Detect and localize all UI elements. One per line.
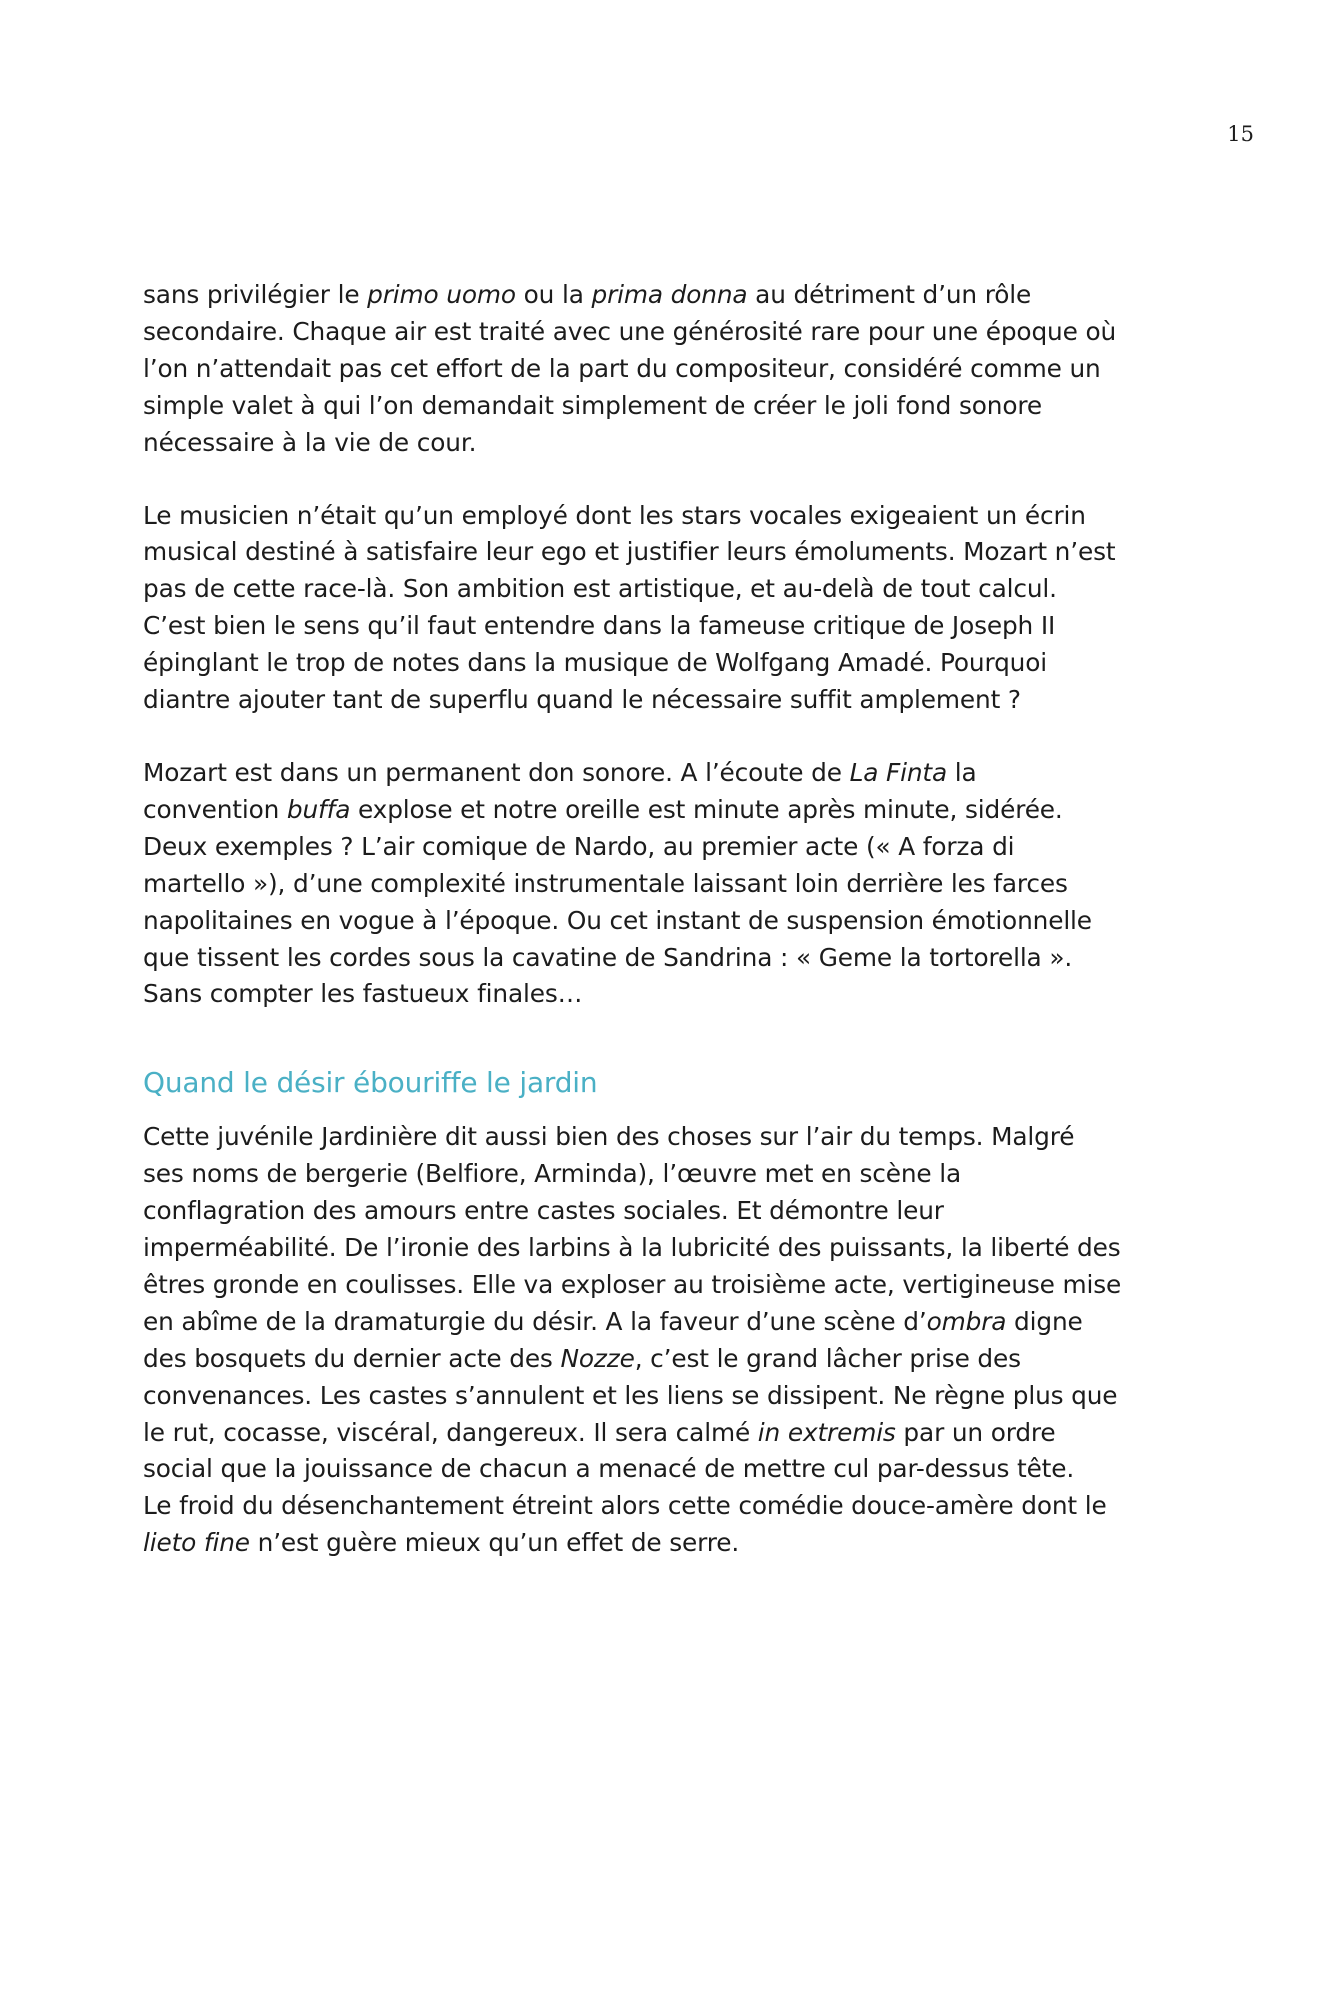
text-run: sans privilégier le [143, 280, 368, 309]
text-run: n’est guère mieux qu’un effet de serre. [249, 1528, 740, 1558]
paragraph [143, 755, 1203, 1013]
text-run: Mozart est dans un permanent don sonore. A l’écoute de [143, 757, 850, 787]
text-run: digne des bosquets du dernier acte des [143, 1306, 1083, 1373]
italic-run: lieto fine [143, 1528, 250, 1558]
body-text [143, 277, 1203, 1598]
text-run: , c’est le grand lâcher prise des convenances. Les castes s’annulent et les liens se dissipent. Ne règne plus que le rut, cocasse, viscéral, dangereux. Il sera calmé [143, 1343, 1118, 1447]
italic-run: primo uomo [367, 280, 516, 309]
paragraph [143, 277, 1203, 462]
paragraph [143, 1119, 1203, 1562]
italic-run: in extremis [757, 1417, 896, 1447]
page-number: 15 [1227, 122, 1254, 146]
text-run: ou la [515, 280, 592, 309]
text-run: la convention [143, 757, 977, 824]
text-run: Le musicien n’était qu’un employé dont les stars vocales exigeaient un écrin musical destiné à satisfaire leur ego et justifier leurs émoluments. Mozart n’est pas de cette race-là. Son ambition est artistique, et au-delà de tout calcul. C’est bien le sens qu’il faut entendre dans la fameuse critique de Joseph II épinglant le trop de notes dans la musique de Wolfgang Amadé. Pourquoi diantre ajouter tant de superflu quand le nécessaire suffit amplement ? [143, 500, 1116, 715]
paragraph [143, 498, 1203, 719]
italic-run: Nozze [560, 1343, 635, 1373]
text-run: explose et notre oreille est minute après minute, sidérée. Deux exemples ? L’air comique de Nardo, au premier acte (« A forza di martello »), d’une complexité instrumentale laissant loin derrière les farces napolitaines en vogue à l’époque. Ou cet instant de suspension émotionnelle que tissent les cordes sous la cavatine de Sandrina : « Geme la tortorella ». Sans compter les fastueux finales… [143, 794, 1092, 1009]
italic-run: ombra [926, 1306, 1007, 1336]
italic-run: buffa [286, 794, 351, 824]
text-run: par un ordre social que la jouissance de chacun a menacé de mettre cul par-dessus tête. Le froid du désenchantement étreint alors cette comédie douce-amère dont le [143, 1417, 1107, 1521]
text-run: Cette juvénile Jardinière dit aussi bien des choses sur l’air du temps. Malgré ses noms de bergerie (Belfiore, Arminda), l’œuvre met en scène la conflagration des amours entre castes sociales. Et démontre leur imperméabilité. De l’ironie des larbins à la lubricité des puissants, la liberté des êtres gronde en coulisses. Elle va exploser au troisième acte, vertigineuse mise en abîme de la dramaturgie du désir. A la faveur d’une scène d’ [143, 1122, 1122, 1336]
italic-run: La Finta [849, 757, 948, 787]
italic-run: prima donna [591, 280, 748, 309]
section-heading: Quand le désir ébouriffe le jardin [143, 1066, 598, 1100]
text-run: au détriment d’un rôle secondaire. Chaque air est traité avec une générosité rare pour une époque où l’on n’attendait pas cet effort de la part du compositeur, considéré comme un simple valet à qui l’on demandait simplement de créer le joli fond sonore nécessaire à la vie de cour. [143, 280, 1117, 457]
